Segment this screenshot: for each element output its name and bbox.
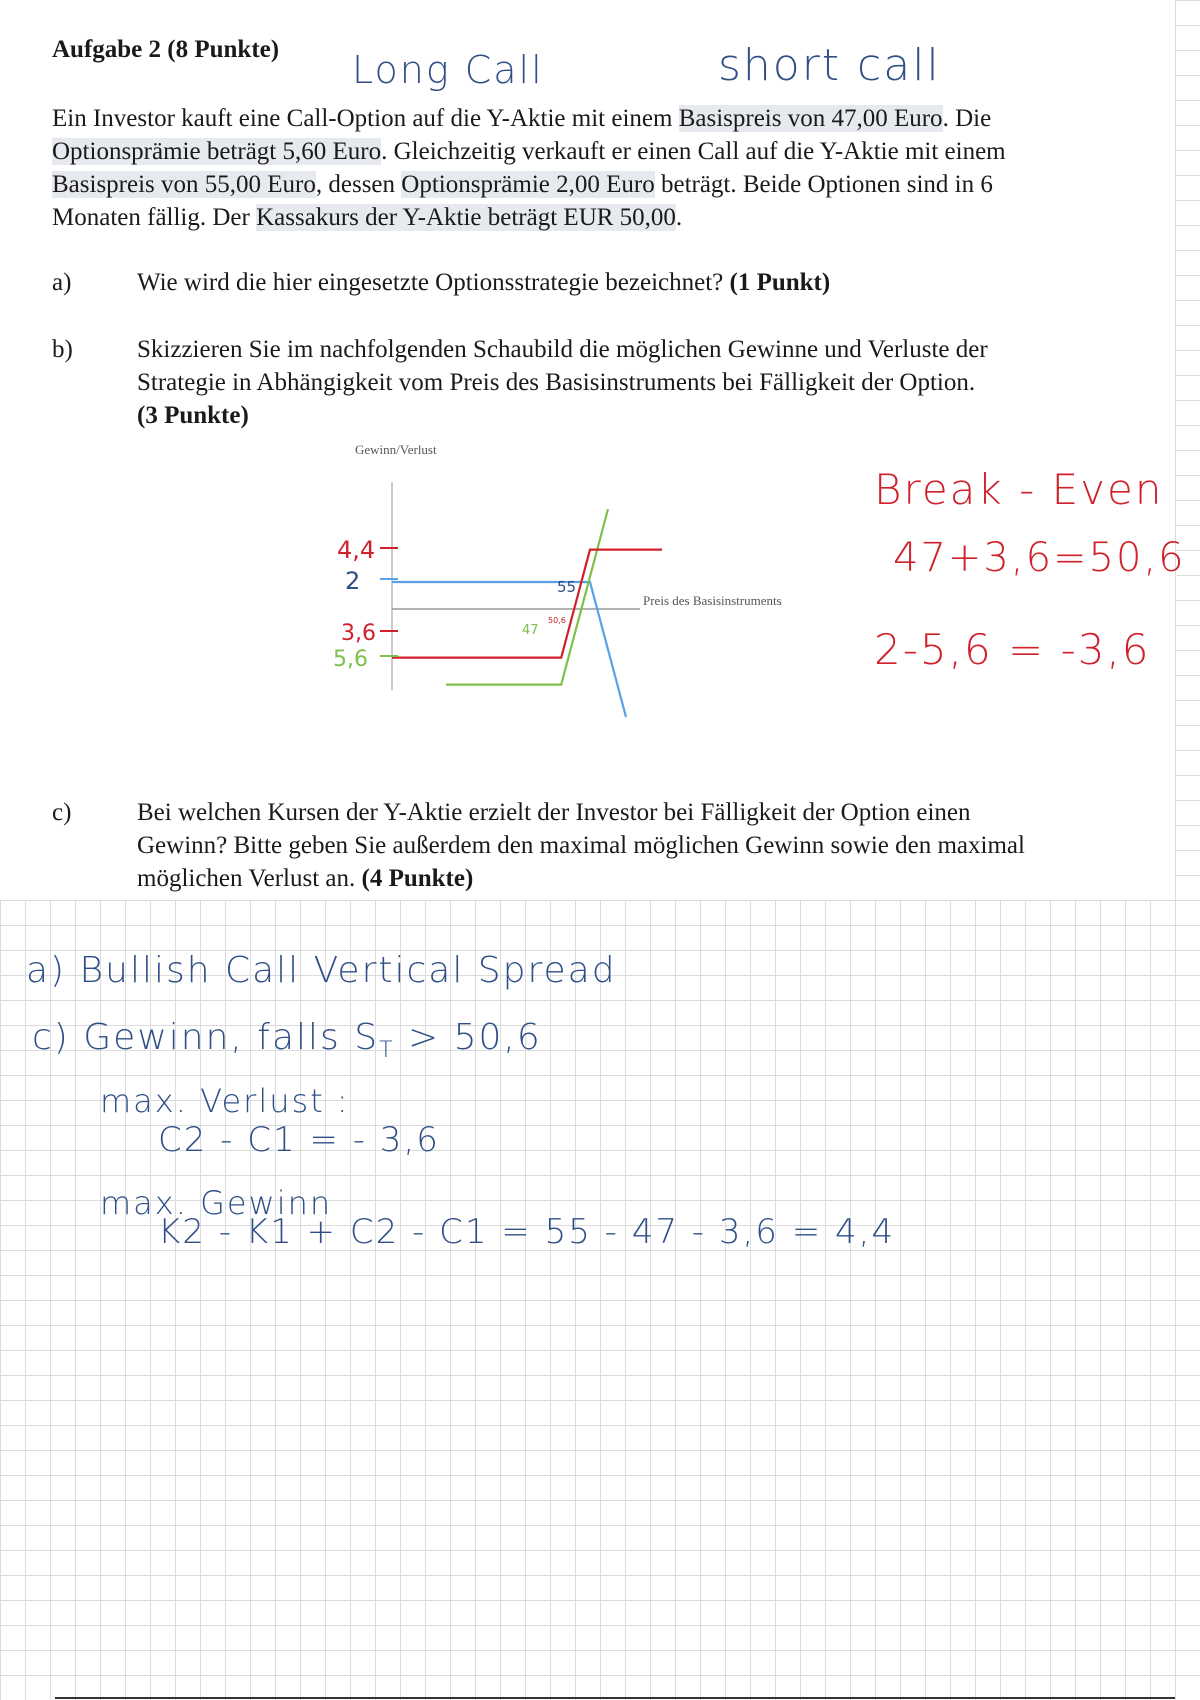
chart-ylabel: Gewinn/Verlust (355, 442, 437, 457)
intro-text: . Die (942, 105, 992, 132)
intro-line-3 (52, 168, 1152, 201)
question-a (137, 266, 830, 299)
break-even-title: Break - Even (874, 465, 1164, 514)
question-c-line: möglichen Verlust an. (137, 865, 356, 892)
answer-a: a) Bullish Call Vertical Spread (26, 950, 617, 991)
intro-highlight: Kassakurs der Y-Aktie beträgt EUR 50,00 (256, 204, 676, 231)
intro-text: . (675, 204, 683, 231)
short-call-note: short call (718, 40, 941, 91)
intro-highlight: Optionsprämie 2,00 Euro (401, 171, 655, 198)
question-b-line: Skizzieren Sie im nachfolgenden Schaubild die möglichen Gewinne und Verluste der (137, 336, 988, 363)
chart-xlabel: Preis des Basisinstruments (643, 593, 782, 608)
break-even-calc: 47+3,6=50,6 (893, 535, 1186, 581)
chart-series-line-3 (392, 550, 662, 658)
question-c (137, 796, 1177, 895)
max-gain-label: max. Gewinn (100, 1184, 333, 1222)
question-c-line: Bei welchen Kursen der Y-Aktie erzielt der Investor bei Fälligkeit der Option einen (137, 799, 971, 826)
chart-series-group (392, 509, 662, 717)
question-b (137, 333, 1157, 432)
intro-line-2 (52, 135, 1152, 168)
intro-text: Monaten fällig. Der (52, 204, 257, 231)
payoff-chart (300, 430, 800, 720)
answer-c-text: c) Gewinn, falls S (32, 1017, 380, 1058)
chart-ytick-label: 5,6 (333, 647, 368, 672)
intro-text: Ein Investor kauft eine Call-Option auf die Y-Aktie mit einem (52, 105, 679, 132)
intro-line-4 (52, 201, 1152, 234)
intro-text: , dessen (315, 171, 402, 198)
intro-line-1 (52, 102, 1152, 135)
chart-ytick-label: 3,6 (341, 621, 376, 646)
question-b-label: b) (52, 336, 73, 363)
net-premium-calc: 2-5,6 = -3,6 (874, 625, 1151, 674)
question-c-points: (4 Punkte) (361, 865, 474, 892)
chart-mark-label: 50,6 (548, 616, 566, 625)
bottom-rule (55, 1697, 1175, 1699)
task-title: Aufgabe 2 (8 Punkte) (52, 36, 280, 63)
max-loss-label: max. Verlust : (100, 1082, 350, 1120)
question-a-text: Wie wird die hier eingesetzte Optionsstrategie bezeichnet? (137, 269, 724, 296)
question-a-label: a) (52, 269, 72, 296)
intro-text: beträgt. Beide Optionen sind in 6 (654, 171, 993, 198)
chart-ytick-label: 4,4 (337, 536, 376, 564)
intro-text: . Gleichzeitig verkauft er einen Call auf die Y-Aktie mit einem (381, 138, 1006, 165)
intro-highlight: Optionsprämie beträgt 5,60 Euro (52, 138, 382, 165)
chart-strike-label: 55 (557, 578, 577, 596)
question-b-line: Strategie in Abhängigkeit vom Preis des Basisinstruments bei Fälligkeit der Option. (137, 369, 976, 396)
answer-c-condition: > 50,6 (394, 1017, 542, 1058)
chart-strike-label: 47 (522, 623, 539, 638)
task-intro (52, 102, 1152, 234)
chart-ytick-label: 2 (345, 567, 361, 595)
intro-highlight: Basispreis von 47,00 Euro (678, 105, 943, 132)
question-c-line: Gewinn? Bitte geben Sie außerdem den maximal möglichen Gewinn sowie den maximal (137, 832, 1025, 859)
answer-c-subscript: T (379, 1038, 395, 1064)
intro-highlight: Basispreis von 55,00 Euro (52, 171, 316, 198)
max-loss-calc: C2 - C1 = - 3,6 (158, 1120, 440, 1160)
question-b-points: (3 Punkte) (137, 402, 249, 429)
max-gain-calc: K2 - K1 + C2 - C1 = 55 - 47 - 3,6 = 4,4 (158, 1212, 896, 1252)
question-a-points: (1 Punkt) (729, 269, 831, 296)
long-call-note: Long Call (352, 48, 544, 92)
chart-series-line-1 (392, 582, 626, 717)
question-c-label: c) (52, 799, 72, 826)
answer-c (32, 1017, 542, 1063)
